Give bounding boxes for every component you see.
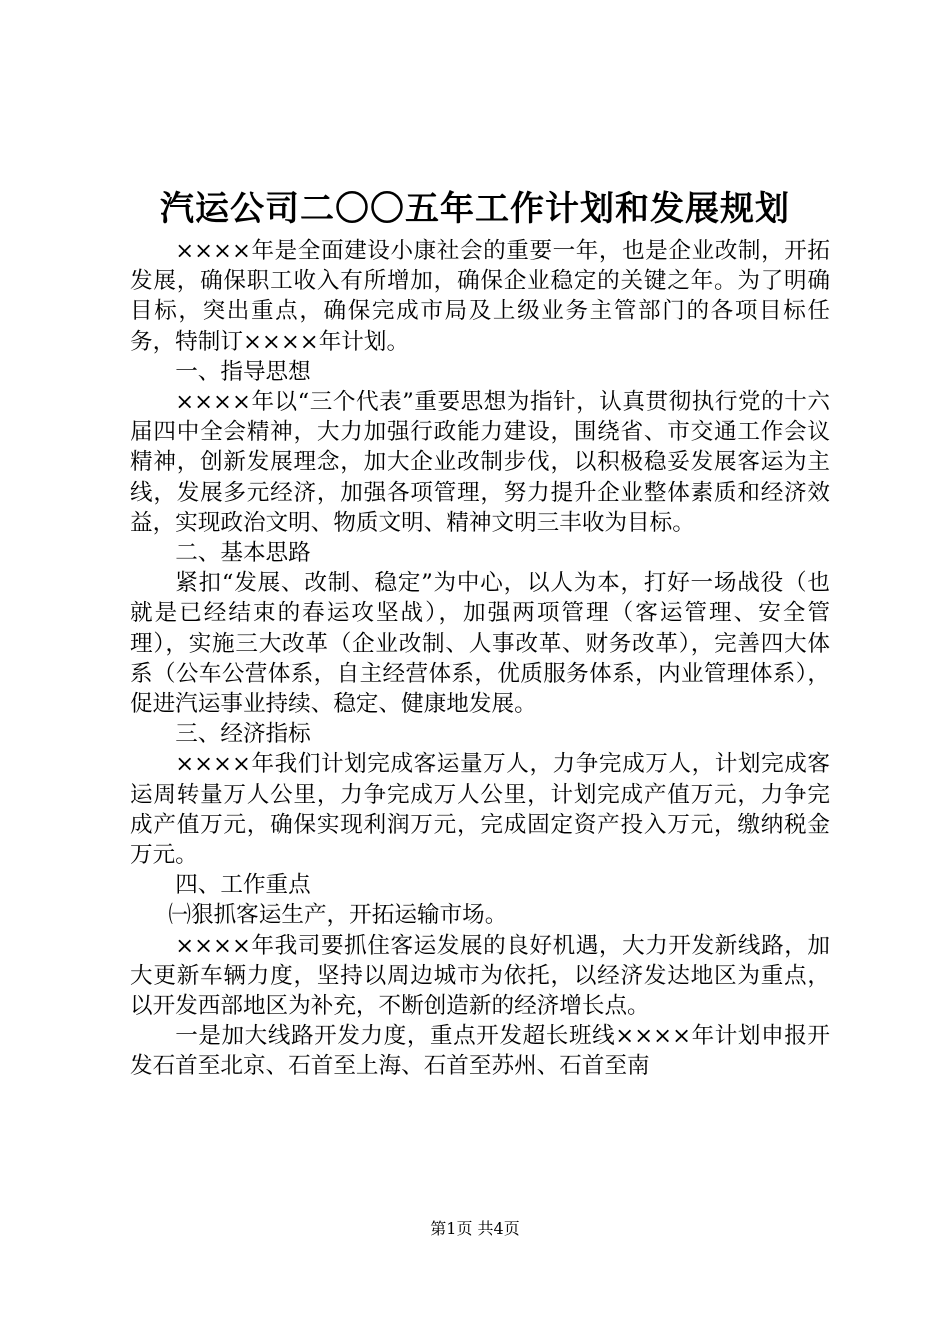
subsection-heading-passenger-transport: ㈠狠抓客运生产，开拓运输市场。 (168, 902, 508, 929)
section-heading-economic-indicators: 三、经济指标 (175, 721, 311, 748)
economic-indicators-paragraph: ××××年我们计划完成客运量万人，力争完成万人，计划完成客运周转量万人公里，力争完成万人公里，计划完成产值万元，力争完成产值万元，确保实现利润万元，完成固定资产投入万元，缴纳税金万元。 (130, 751, 830, 869)
basic-approach-paragraph: 紧扣“发展、改制、稳定”为中心，以人为本，打好一场战役（也就是已经结束的春运攻坚战），加强两项管理（客运管理、安全管理），实施三大改革（企业改制、人事改革、财务改革），完善四大体系（公车公营体系，自主经营体系，优质服务体系，内业管理体系），促进汽运事业持续、稳定、健康地发展。 (130, 570, 830, 718)
section-heading-basic-approach: 二、基本思路 (175, 540, 311, 567)
intro-paragraph: ××××年是全面建设小康社会的重要一年，也是企业改制，开拓发展，确保职工收入有所增加，确保企业稳定的关键之年。为了明确目标，突出重点，确保完成市局及上级业务主管部门的各项目标任务，特制订××××年计划。 (130, 238, 830, 355)
route-development-paragraph: 一是加大线路开发力度，重点开发超长班线××××年计划申报开发石首至北京、石首至上海、石首至苏州、石首至南 (130, 1023, 830, 1080)
document-body (130, 236, 830, 1082)
guiding-ideology-paragraph: ××××年以“三个代表”重要思想为指针，认真贯彻执行党的十六届四中全会精神，大力加强行政能力建设，围绕省、市交通工作会议精神，创新发展理念，加大企业改制步伐，以积极稳妥发展客运为主线，发展多元经济，加强各项管理，努力提升企业整体素质和经济效益，实现政治文明、物质文明、精神文明三丰收为目标。 (130, 389, 830, 536)
document-title: 汽运公司二〇〇五年工作计划和发展规划 (160, 189, 790, 229)
section-heading-guiding-ideology: 一、指导思想 (175, 358, 311, 385)
page-footer: 第1页 共4页 (430, 1219, 520, 1238)
section-heading-work-focus: 四、工作重点 (175, 872, 311, 899)
passenger-transport-paragraph: ××××年我司要抓住客运发展的良好机遇，大力开发新线路，加大更新车辆力度，坚持以周边城市为依托，以经济发达地区为重点，以开发西部地区为补充，不断创造新的经济增长点。 (130, 932, 830, 1020)
